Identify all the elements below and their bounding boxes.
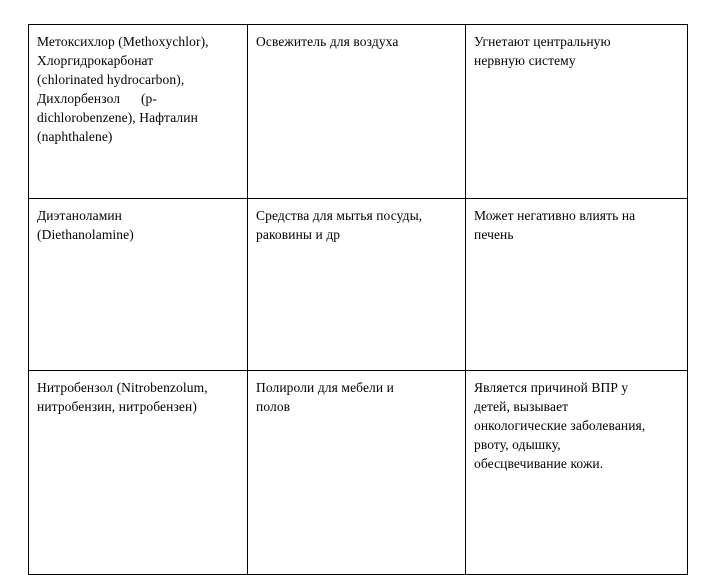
substance-text-line: dichlorobenzene), Нафталин <box>37 110 198 125</box>
source-text-line: раковины и др <box>256 227 341 242</box>
effect-text-line: Угнетают центральную <box>474 34 611 49</box>
source-text-line: полов <box>256 399 291 414</box>
effect-cell <box>466 25 688 199</box>
substance-text-line: Нитробензол (Nitrobenzolum, <box>37 380 208 395</box>
substance-text-line: Метоксихлор (Methoxychlor), <box>37 34 209 49</box>
effect-cell <box>466 371 688 575</box>
table-row <box>29 25 688 199</box>
source-cell <box>248 371 466 575</box>
effect-text-line: Может негативно влиять на <box>474 208 636 223</box>
substance-text-line: (Diethanolamine) <box>37 227 134 242</box>
source-cell <box>248 199 466 371</box>
substance-text-line: Диэтаноламин <box>37 208 123 223</box>
substance-text-line: нитробензин, нитробензен) <box>37 399 197 414</box>
effect-text-line: рвоту, одышку, <box>474 437 561 452</box>
table-row <box>29 371 688 575</box>
substance-cell <box>29 371 248 575</box>
effect-cell <box>466 199 688 371</box>
substance-text-line: (chlorinated hydrocarbon), <box>37 72 185 87</box>
substance-cell <box>29 199 248 371</box>
effect-text-line: обесцвечивание кожи. <box>474 456 604 471</box>
substance-cell <box>29 25 248 199</box>
substance-text-line: Дихлорбензол (p- <box>37 91 157 106</box>
effect-text-line: Является причиной ВПР у <box>474 380 629 395</box>
substance-text-line: Хлоргидрокарбонат <box>37 53 154 68</box>
source-text-line: Средства для мытья посуды, <box>256 208 423 223</box>
table-row <box>29 199 688 371</box>
source-text-line: Освежитель для воздуха <box>256 34 399 49</box>
effect-text-line: нервную систему <box>474 53 576 68</box>
effect-text-line: печень <box>474 227 514 242</box>
source-text-line: Полироли для мебели и <box>256 380 395 395</box>
effect-text-line: онкологические заболевания, <box>474 418 646 433</box>
effect-text-line: детей, вызывает <box>474 399 569 414</box>
hazardous-substances-table <box>28 24 688 575</box>
substance-text-line: (naphthalene) <box>37 129 113 144</box>
source-cell <box>248 25 466 199</box>
